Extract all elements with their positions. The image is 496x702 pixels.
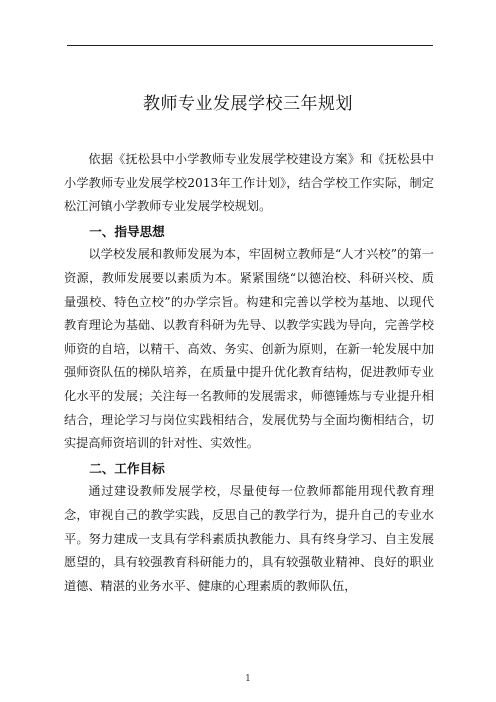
section-paragraph-guiding-ideology: 以学校发展和教师发展为本，牢固树立教师是“人才兴校”的第一资源，教师发展要以素质为本。紧紧围绕“以德治校、科研兴校、质量强校、特色立校”的办学宗旨。构建和完善以学校为基地、以现代教育理论为基础、以教育科研为先导、以教学实践为导向，完善学校师资的自培，以精干、高效、务实、创新为原则，在新一轮发展中加强师资队伍的梯队培养，在质量中提升优化教育结构，促进教师专业化水平的发展；关注每一名教师的发展需求，师德锤炼与专业提升相结合，理论学习与岗位实践相结合，发展优势与全面均衡相结合，切实提高师资培训的针对性、实效性。 bbox=[64, 247, 434, 451]
page-number: 1 bbox=[245, 674, 251, 684]
section-heading-guiding-ideology: 一、指导思想 bbox=[89, 223, 165, 239]
header-rule bbox=[67, 45, 433, 46]
document-title: 教师专业发展学校三年规划 bbox=[143, 94, 353, 114]
intro-paragraph: 依据《抚松县中小学教师专业发展学校建设方案》和《抚松县中小学教师专业发展学校2013年工作计划》，结合学校工作实际，制定松江河镇小学教师专业发展学校规划。 bbox=[64, 152, 434, 214]
section-paragraph-work-goals: 通过建设教师发展学校，尽量使每一位教师都能用现代教育理念，审视自己的教学实践，反思自己的教学行为，提升自己的专业水平。努力建成一支具有学科素质执教能力、具有终身学习、自主发展愿望的，具有较强教育科研能力的，具有较强敬业精神、良好的职业道德、精湛的业务水平、健康的心理素质的教师队伍， bbox=[64, 484, 434, 593]
section-heading-work-goals: 二、工作目标 bbox=[89, 460, 165, 476]
document-body bbox=[64, 148, 434, 598]
